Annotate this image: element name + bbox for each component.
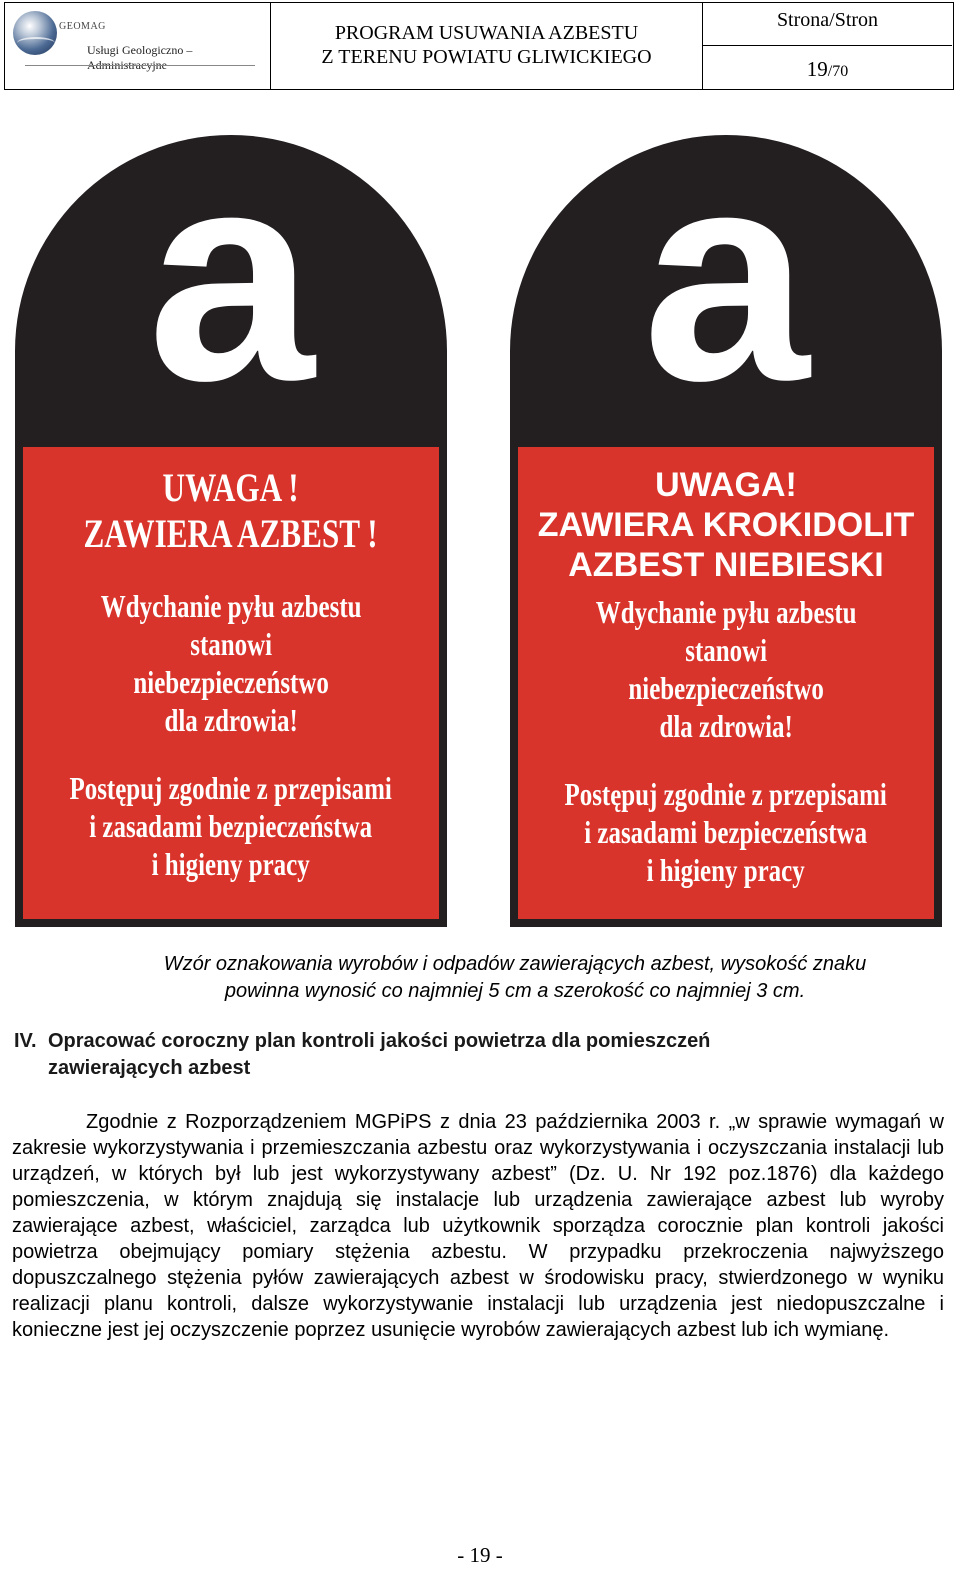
sign-advice-line: i higieny pracy xyxy=(151,846,311,882)
sign-heading-line: UWAGA ! xyxy=(162,465,300,510)
page-header xyxy=(4,2,954,90)
page-current: 19 xyxy=(806,57,828,81)
warning-panel xyxy=(518,447,934,919)
page-total: /70 xyxy=(827,63,849,80)
sign-heading xyxy=(84,465,378,557)
sign-heading xyxy=(518,465,934,585)
asbestos-warning-sign-left xyxy=(15,107,447,927)
sign-warning-line: Wdychanie pyłu azbestu xyxy=(595,594,857,630)
page-count xyxy=(703,46,952,95)
warning-panel xyxy=(23,447,439,919)
caption-line1: Wzór oznakowania wyrobów i odpadów zawierających azbest, wysokość znaku xyxy=(163,953,867,975)
sign-warning-line: niebezpieczeństwo xyxy=(628,670,824,706)
sign-advice-line: i zasadami bezpieczeństwa xyxy=(89,808,373,844)
section-heading xyxy=(14,1028,944,1082)
page-label: Strona/Stron xyxy=(776,9,879,31)
section-title-line2: zawierających azbest xyxy=(48,1057,251,1079)
sign-advice-line: i zasadami bezpieczeństwa xyxy=(584,814,868,850)
sign-warning-text xyxy=(596,593,857,745)
sign-advice-line: i higieny pracy xyxy=(646,852,806,888)
asbestos-warning-sign-right xyxy=(510,107,942,927)
body-paragraph: Zgodnie z Rozporządzeniem MGPiPS z dnia 23 października 2003 r. „w sprawie wymagań w zakresie wykorzystywania i przemieszczania azbestu oraz wykorzystywania i oczyszczania instalacji lub urządzeń, w których był lub jest wykorzystywany azbest” (Dz. U. Nr 192 poz.1876) dla każdego pomieszczenia, w którym znajdują się instalacje lub urządzenia zawierające azbest lub wyroby zawierające azbest, właściciel, zarządca lub użytkownik sporządza corocznie plan kontroli jakości powietrza obejmujący pomiary stężenia azbestu. W przypadku przekroczenia najwyższego dopuszczalnego stężenia pyłów zawierających azbest w środowisku pracy, stwierdzonego w wyniku realizacji planu kontroli, dalsze wykorzystywanie instalacji lub urządzenia jest niedopuszczalne i konieczne jest jej oczyszczenie poprzez usunięcie wyrobów zawierających azbest lub ich wymianę. xyxy=(12,1111,944,1341)
asbestos-symbol-letter: a xyxy=(642,107,810,443)
document-title-line1: PROGRAM USUWANIA AZBESTU xyxy=(334,22,639,44)
sign-warning-text xyxy=(101,587,362,739)
section-number: IV. xyxy=(14,1030,37,1052)
page-label-cell xyxy=(703,3,952,46)
document-title xyxy=(271,21,702,69)
document-title-line2: Z TERENU POWIATU GLIWICKIEGO xyxy=(321,46,652,68)
sign-heading-line: ZAWIERA AZBEST ! xyxy=(83,511,379,556)
sign-warning-line: dla zdrowia! xyxy=(164,702,298,738)
sign-warning-line: stanowi xyxy=(685,632,767,668)
sign-warning-line: stanowi xyxy=(190,626,272,662)
logo-name: GEOMAG xyxy=(59,21,106,32)
page-number-footer: - 19 - xyxy=(457,1543,503,1567)
logo-divider xyxy=(25,65,255,66)
sign-warning-line: niebezpieczeństwo xyxy=(133,664,329,700)
sign-heading-line: ZAWIERA KROKIDOLIT xyxy=(537,506,915,544)
sign-warning-line: Wdychanie pyłu azbestu xyxy=(100,588,362,624)
sign-heading-line: UWAGA! xyxy=(655,466,797,504)
logo-subtitle: Usługi Geologiczno – Administracyjne xyxy=(87,43,193,72)
asbestos-symbol-letter: a xyxy=(147,107,315,443)
globe-logo-icon xyxy=(13,11,57,55)
page-count-cell xyxy=(703,46,952,89)
sign-advice-text xyxy=(565,775,887,889)
company-logo xyxy=(5,3,271,89)
figure-caption xyxy=(60,951,960,1005)
sign-advice-line: Postępuj zgodnie z przepisami xyxy=(564,776,888,812)
caption-line2: powinna wynosić co najmniej 5 cm a szerokość co najmniej 3 cm. xyxy=(224,980,806,1002)
sign-advice-line: Postępuj zgodnie z przepisami xyxy=(69,770,393,806)
section-title-line1: Opracować coroczny plan kontroli jakości powietrza dla pomieszczeń xyxy=(48,1030,711,1052)
sign-warning-line: dla zdrowia! xyxy=(659,708,793,744)
sign-heading-line: AZBEST NIEBIESKI xyxy=(568,546,884,584)
header-title-cell xyxy=(271,3,703,89)
sign-advice-text xyxy=(70,769,392,883)
